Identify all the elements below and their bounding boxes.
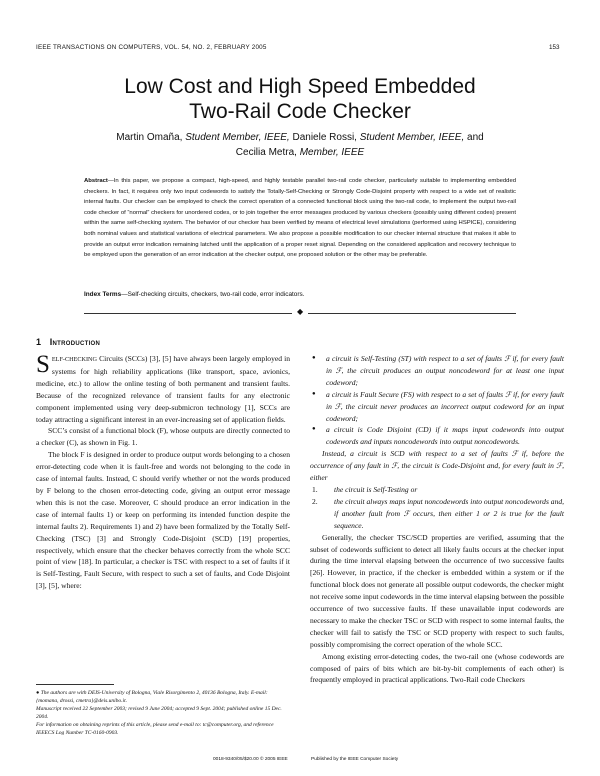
footnotes bbox=[36, 689, 290, 737]
footer-issn: 0018-9340/05/$20.00 © 2005 IEEE bbox=[213, 757, 288, 762]
footnote-authors: ● The authors are with DEIS-University of Bologna, Viale Risorgimento 2, 40136 Bologna, Italy. E-mail: {momana, drossi, cmetra}@deis.unibo.it. bbox=[36, 690, 268, 704]
intro-paragraph-2: SCC’s consist of a functional block (F), whose outputs are directly connected to a checker (C), as shown in Fig. 1. bbox=[36, 426, 290, 448]
scd-conditions bbox=[310, 484, 564, 532]
author-2-role: Student Member, IEEE, bbox=[359, 132, 465, 143]
right-column bbox=[310, 353, 564, 686]
author-3-role: Member, IEEE bbox=[299, 147, 365, 158]
list-item bbox=[310, 496, 564, 532]
item-text: the circuit is Self-Testing or bbox=[334, 484, 418, 494]
abstract-text: —In this paper, we propose a compact, high-speed, and highly testable parallel two-rail code checker, particularly suitable to implementing embedded checkers. In fact, it requires only two input codewords to satisfy the Totally-Self-Checking or Strongly Code-Disjoint property with respect to a wide set of realistic internal faults. Our checker can be employed to check the correct operation of a connected functional block using the two-rail code, to implement the output two-rail code checker of “normal” checkers for unordered codes, or to join together the error messages produced by various checkers (possibly using different codes) present within the same self-checking system. The behavior of our checker has been verified by means of electrical level simulations (performed using HSPICE), considering both nominal values and statistical variations of electrical parameters. We also propose a possible modification to our checker internal structure that makes it able to provide an output error indication remaining latched until the application of a proper reset signal. Depending on the considered application and recovery technique to be employed upon the generation of an error indication at the checker output, one proposed solution or the other may be preferable. bbox=[84, 178, 516, 259]
author-list bbox=[60, 130, 540, 160]
section-number: 1 bbox=[36, 337, 42, 347]
author-1-role: Student Member, IEEE, bbox=[185, 132, 290, 143]
intro-text-1: Circuits (SCCs) [3], [5] have always been largely employed in systems for high reliability applications (like transport, space, avionics, medicine, etc.) to allow the online testing of both permanent and transient faults. Because of the recognized relevance of transient faults for any electronic component implemented using very deep-submicron technology [1], SCCs are today attracting a significant interest in an ever-increasing set of application fields. bbox=[36, 354, 290, 424]
paragraph-generally: Generally, the checker TSC/SCD properties are verified, assuming that the subset of codewords sufficient to detect all likely faults occurs at the checker input during the time interval elapsing between the occurrence of two successive faults [26]. However, in practice, if the checker is embedded within a system or if the functional block does not generate all possible output codewords, the checker might not receive some input codewords in the time interval elapsing between the possible occurrence of two successive faults. If these unavailable input codewords are necessary to make the checker TSC or SCD with respect to some internal faults, the checker will fail to satisfy the TSC or SCD property with respect to such faults, possibly compromising the correct operation of the whole SCC. bbox=[310, 532, 565, 649]
item-number: 1. bbox=[312, 484, 318, 494]
footnote-rule bbox=[36, 684, 114, 685]
footnote-received: Manuscript received 22 September 2003; revised 9 June 2004; accepted 9 Sept. 2004; published online 15 Dec. 2004. bbox=[36, 706, 282, 720]
section-heading bbox=[36, 337, 100, 347]
author-and: and bbox=[467, 132, 484, 143]
list-item: ● a circuit is Fault Secure (FS) with respect to a set of faults ℱ if, for every fault in ℱ, the circuit never produces an incorrect output codeword for an input codeword; bbox=[310, 389, 564, 425]
list-item bbox=[310, 484, 564, 496]
title-line-2: Two-Rail Code Checker bbox=[189, 100, 411, 123]
intro-paragraph-3: The block F is designed in order to produce output words belonging to a chosen error-detecting code when it is fault-free and words not belonging to the code in case of internal faults. Instead, C should verify whether or not the words produced by F belong to the chosen error-detecting code, giving an output error message when this is not the case. Moreover, C should produce an error indication in the case of internal faults 1) or keep on performing its intended function despite the internal faults 2). Requirements 1) and 2) have been formalized by the Totally Self-Checking (TSC) [3] and Strongly Code-Disjoint (SCD) [19] properties, respectively, which ensure that the checker behaves correctly from the whole SCC point of view [18]. In particular, a checker is TSC with respect to a set of faults if it is Self-Testing, Fault Secure, with respect to such a set of faults, and Code Disjoint [3], [5], where: bbox=[36, 450, 290, 591]
paragraph-among: Among existing error-detecting codes, the two-rail one (whose codewords are composed of pairs of bits which are bit-by-bit complements of each other) is frequently employed in practical applications. Two-Rail code Checkers bbox=[310, 651, 564, 685]
running-header: IEEE TRANSACTIONS ON COMPUTERS, VOL. 54, NO. 2, FEBRUARY 2005 bbox=[36, 44, 267, 51]
list-item: ● a circuit is Code Disjoint (CD) if it maps input codewords into output codewords and inputs noncodewords into output noncodewords. bbox=[310, 424, 564, 448]
scd-definition: Instead, a circuit is SCD with respect to a set of faults ℱ if, before the occurrence of any fault in ℱ, the circuit is Code-Disjoint and, for every fault in ℱ, either bbox=[310, 449, 564, 483]
author-1: Martin Omaña, bbox=[116, 132, 183, 143]
intro-paragraph-1 bbox=[36, 353, 290, 425]
intro-smallcaps: ELF-CHECKING bbox=[51, 356, 97, 363]
drop-cap: S bbox=[36, 351, 50, 378]
index-terms bbox=[84, 291, 516, 298]
section-title: Introduction bbox=[49, 337, 101, 347]
abstract bbox=[84, 176, 516, 261]
property-list bbox=[310, 353, 564, 448]
abstract-label: Abstract bbox=[84, 178, 108, 184]
item-text: the circuit always maps input noncodewords into output noncodewords and, if another fault from ℱ occurs, then either 1 or 2 is true for the fault sequence. bbox=[334, 496, 564, 530]
paper-title bbox=[0, 74, 600, 124]
page-number: 153 bbox=[549, 44, 560, 51]
author-2: Daniele Rossi, bbox=[292, 132, 357, 143]
divider-right bbox=[308, 313, 516, 314]
left-column bbox=[36, 353, 290, 592]
title-line-1: Low Cost and High Speed Embedded bbox=[124, 75, 476, 98]
divider-diamond-icon: ◆ bbox=[297, 307, 304, 316]
footnote-reprints: For information on obtaining reprints of this article, please send e-mail to: tc@computer.org, and reference IEEECS Log Number TC-0160-0903. bbox=[36, 722, 274, 736]
footer-publisher: Published by the IEEE Computer Society bbox=[311, 757, 399, 762]
index-terms-text: —Self-checking circuits, checkers, two-rail code, error indicators. bbox=[121, 291, 305, 298]
list-item: ● a circuit is Self-Testing (ST) with respect to a set of faults ℱ if, for every fault in ℱ, the circuit produces an output noncodeword for at least one input codeword; bbox=[310, 353, 564, 389]
divider-left bbox=[84, 313, 292, 314]
index-terms-label: Index Terms bbox=[84, 291, 122, 298]
item-number: 2. bbox=[312, 496, 318, 506]
author-3: Cecilia Metra, bbox=[235, 147, 297, 158]
